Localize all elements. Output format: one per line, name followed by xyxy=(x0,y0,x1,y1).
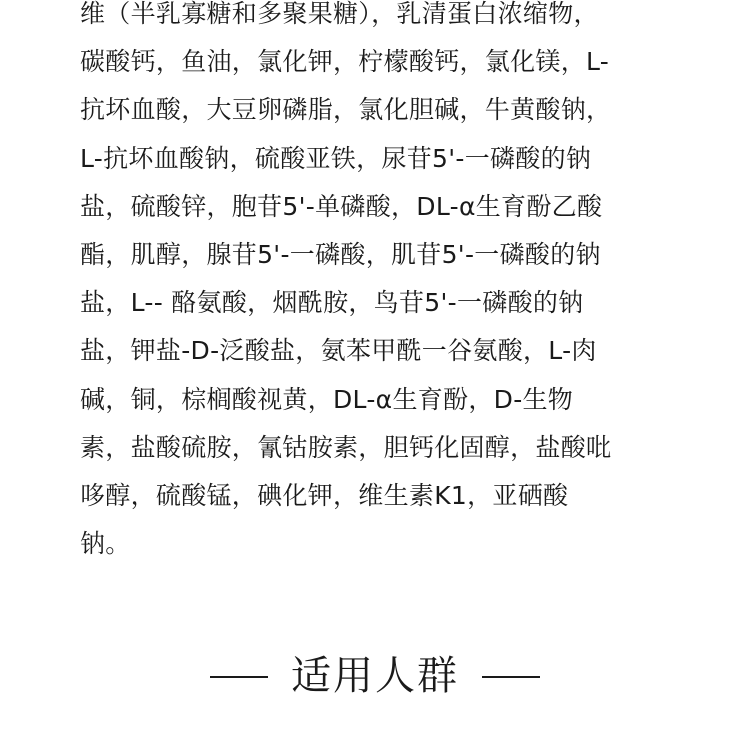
ingredients-line: 钠。 xyxy=(80,529,131,559)
ingredients-line: 素，盐酸硫胺，氰钴胺素，胆钙化固醇，盐酸吡 xyxy=(80,432,612,462)
section-title: 适用人群 xyxy=(291,653,459,699)
ingredients-line: 碳酸钙，鱼油，氯化钾，柠檬酸钙，氯化镁，L- xyxy=(80,47,610,77)
heading-rule-left xyxy=(210,676,268,678)
ingredients-line: 盐，硫酸锌，胞苷5'-单磷酸，DL-α生育酚乙酸 xyxy=(80,191,603,221)
ingredients-line: 酯，肌醇，腺苷5'-一磷酸，肌苷5'-一磷酸的钠 xyxy=(80,239,601,269)
ingredients-line: 盐，L-- 酪氨酸，烟酰胺，鸟苷5'-一磷酸的钠 xyxy=(80,288,584,318)
ingredients-line: 盐，钾盐-D-泛酸盐，氨苯甲酰一谷氨酸，L-肉 xyxy=(80,336,597,366)
ingredients-line: 哆醇，硫酸锰，碘化钾，维生素K1，亚硒酸 xyxy=(80,480,569,510)
ingredients-line: L-抗坏血酸钠，硫酸亚铁，尿苷5'-一磷酸的钠 xyxy=(80,143,592,173)
section-heading xyxy=(0,648,750,708)
ingredients-line: 维（半乳寡糖和多聚果糖），乳清蛋白浓缩物， xyxy=(80,0,599,28)
ingredients-line: 碱，铜，棕榈酸视黄，DL-α生育酚，D-生物 xyxy=(80,384,574,414)
ingredients-line: 抗坏血酸，大豆卵磷脂，氯化胆碱，牛黄酸钠， xyxy=(80,95,612,125)
heading-rule-right xyxy=(482,676,540,678)
ingredients-list xyxy=(80,0,611,568)
